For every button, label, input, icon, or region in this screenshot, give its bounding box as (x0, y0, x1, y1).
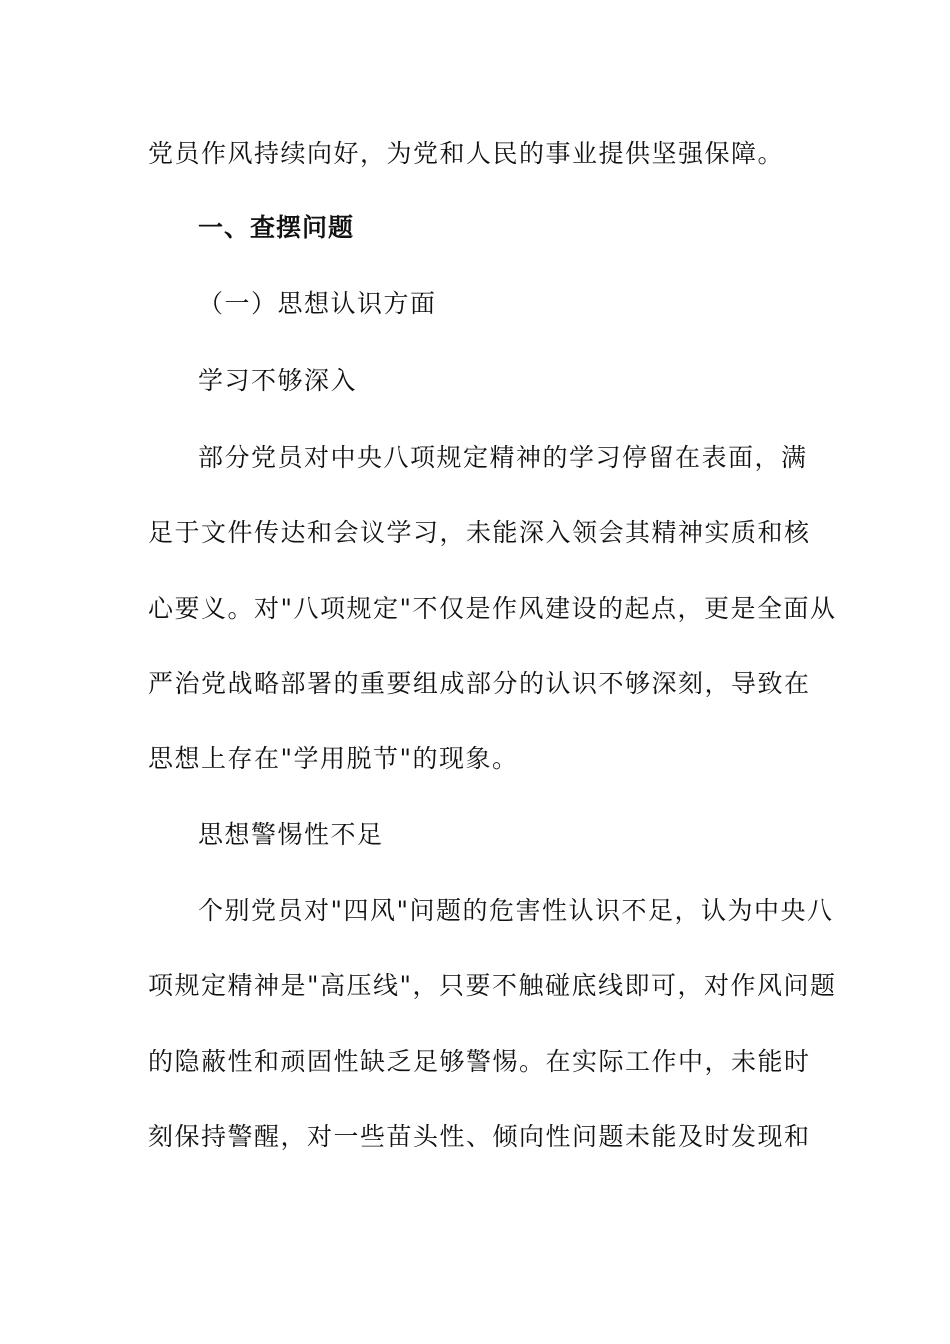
topic-title: 思想警惕性不足 (198, 820, 384, 849)
paragraph-line: 足于文件传达和会议学习，未能深入领会其精神实质和核 (148, 518, 811, 547)
paragraph-line: 党员作风持续向好，为党和人民的事业提供坚强保障。 (148, 139, 785, 168)
paragraph-line: 个别党员对"四风"问题的危害性认识不足，认为中央八 (198, 896, 834, 925)
paragraph-line: 项规定精神是"高压线"，只要不触碰底线即可，对作风问题 (148, 971, 837, 1000)
subsection-heading: （一）思想认识方面 (198, 289, 437, 318)
paragraph-line: 思想上存在"学用脱节"的现象。 (148, 744, 519, 773)
paragraph-line: 心要义。对"八项规定"不仅是作风建设的起点，更是全面从 (148, 594, 837, 623)
paragraph-line: 刻保持警醒，对一些苗头性、倾向性问题未能及时发现和 (148, 1122, 811, 1151)
paragraph-line: 严治党战略部署的重要组成部分的认识不够深刻，导致在 (148, 669, 811, 698)
paragraph-line: 部分党员对中央八项规定精神的学习停留在表面，满 (198, 443, 808, 472)
paragraph-line: 的隐蔽性和顽固性缺乏足够警惕。在实际工作中，未能时 (148, 1047, 811, 1076)
topic-title: 学习不够深入 (198, 366, 358, 395)
section-heading: 一、查摆问题 (198, 213, 355, 242)
